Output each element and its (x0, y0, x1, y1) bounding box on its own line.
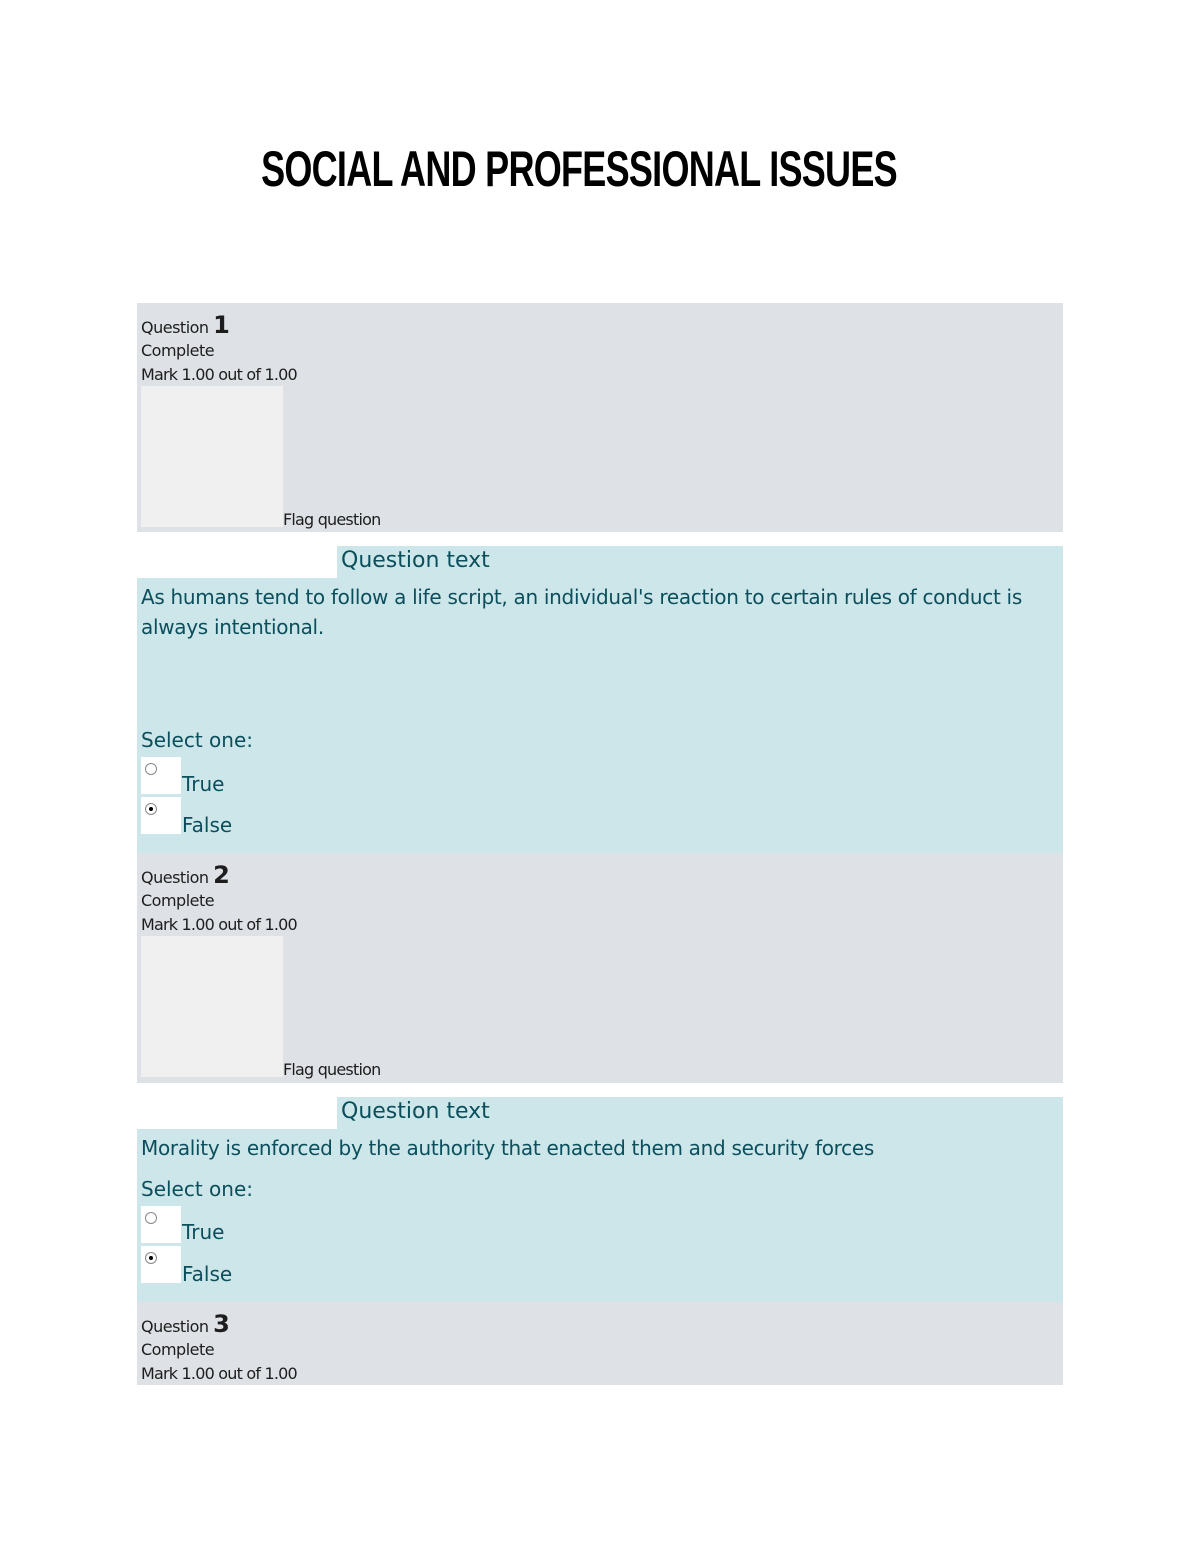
option-false-label[interactable]: False (182, 813, 233, 837)
question-content-2 (137, 1129, 1063, 1302)
question-text-heading: Question text (341, 1099, 490, 1124)
option-false-label[interactable]: False (182, 1262, 233, 1286)
question-label: Question (141, 318, 209, 337)
radio-true[interactable] (145, 1212, 157, 1224)
question-content-1 (137, 578, 1063, 853)
question-state: Complete (141, 341, 215, 360)
question-mark: Mark 1.00 out of 1.00 (141, 1364, 297, 1383)
flag-icon[interactable] (141, 386, 283, 527)
radio-false-checked[interactable] (145, 1252, 157, 1264)
question-state: Complete (141, 1340, 215, 1359)
question-number (141, 1310, 229, 1338)
question-state: Complete (141, 891, 215, 910)
option-true-label[interactable]: True (182, 1220, 225, 1244)
question-label: Question (141, 1317, 209, 1336)
flag-question-link[interactable]: Flag question (283, 1060, 381, 1079)
question-number (141, 861, 229, 889)
option-true[interactable] (141, 1206, 181, 1243)
question-info-3 (137, 1302, 1063, 1385)
question-text-header-1 (337, 546, 1063, 578)
question-mark: Mark 1.00 out of 1.00 (141, 365, 297, 384)
question-label: Question (141, 868, 209, 887)
option-false[interactable] (141, 797, 181, 834)
question-text-heading: Question text (341, 548, 490, 573)
flag-icon[interactable] (141, 936, 283, 1077)
page-title: SOCIAL AND PROFESSIONAL ISSUES (261, 141, 897, 197)
question-mark: Mark 1.00 out of 1.00 (141, 915, 297, 934)
question-number-value: 1 (213, 311, 230, 339)
question-number-value: 2 (213, 861, 230, 889)
question-text: Morality is enforced by the authority that enacted them and security forces (141, 1136, 874, 1160)
select-one-label: Select one: (141, 1177, 254, 1201)
question-text-header-2 (337, 1097, 1063, 1129)
question-info-2 (137, 853, 1063, 1083)
question-text: As humans tend to follow a life script, an individual's reaction to certain rules of conduct is always intentional. (141, 585, 1022, 639)
question-info-1 (137, 303, 1063, 532)
radio-true[interactable] (145, 763, 157, 775)
radio-false-checked[interactable] (145, 803, 157, 815)
option-true-label[interactable]: True (182, 772, 225, 796)
select-one-label: Select one: (141, 728, 254, 752)
question-number (141, 311, 229, 339)
option-true[interactable] (141, 757, 181, 794)
question-number-value: 3 (213, 1310, 230, 1338)
flag-question-link[interactable]: Flag question (283, 510, 381, 529)
option-false[interactable] (141, 1246, 181, 1283)
